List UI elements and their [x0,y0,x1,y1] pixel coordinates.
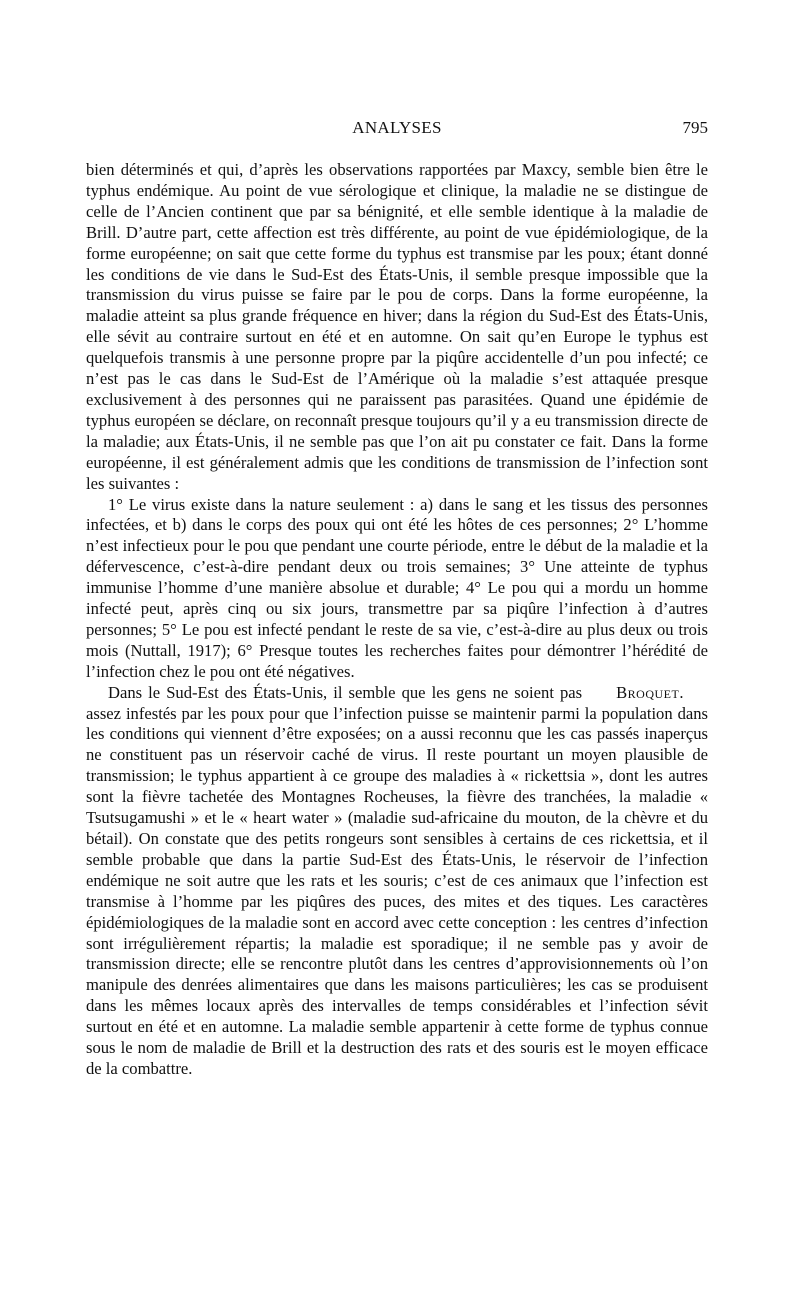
paragraph-southeast-us-text: Dans le Sud-Est des États-Unis, il semble que les gens ne soient pas assez infestés par les poux pour que l’infection puisse se maintenir parmi la population dans les conditions qui viennent d’être exposées; on a aussi reconnu que les cas passés inaperçus ne constituent pas un réservoir caché de virus. Il reste pourtant un moyen plausible de transmission; le typhus appartient à ce groupe des maladies à « rickettsia », dont les autres sont la fièvre tachetée des Montagnes Rocheuses, la fièvre des tranchées, la maladie « Tsutsugamushi » et le « heart water » (maladie sud-africaine du mouton, de la chèvre et du bétail). On constate que des petits rongeurs sont sensibles à certains de ces rickettsia, et il semble probable que dans la partie Sud-Est des États-Unis, le réservoir de l’infection endémique ne soit autre que les rats et les souris; c’est de ces animaux que l’infection est transmise à l’homme par les piqûres des puces, des mites et des tiques. Les caractères épidémiologiques de la maladie sont en accord avec cette conception : les centres d’infection sont irrégulièrement répartis; la maladie est sporadique; il ne semble pas y avoir de transmission directe; elle se rencontre plutôt dans les centres d’approvisionnements où l’on manipule des denrées alimentaires que dans les maisons particulières; les cas se produisent dans les mêmes locaux après des intervalles de temps considérables et l’infection sévit surtout en été et en automne. La maladie semble appartenir à cette forme de typhus connue sous le nom de maladie de Brill et la destruction des rats et des souris est le moyen efficace de la combattre. [86,682,708,1078]
header-title: ANALYSES [352,118,442,137]
paragraph-continuation: bien déterminés et qui, d’après les observations rapportées par Maxcy, semble bien être le typhus endémique. Au point de vue sérologique et clinique, la maladie ne se distingue de celle de l’Ancien continent que par sa bénignité, et elle semble identique à la maladie de Brill. D’autre part, cette affection est très différente, au point de vue épidémiologique, de la forme européenne; on sait que cette forme du typhus est transmise par les poux; étant donné les conditions de vie dans le Sud-Est des États-Unis, il semble presque impossible que la transmission du virus puisse se faire par le pou de corps. Dans la forme européenne, la maladie atteint sa plus grande fréquence en hiver; dans la région du Sud-Est des États-Unis, elle sévit au contraire surtout en été et en automne. On sait qu’en Europe le typhus est quelquefois transmis à une personne propre par la piqûre accidentelle d’un pou infecté; ce n’est pas le cas dans le Sud-Est de l’Amérique où la maladie s’est attaquée presque exclusivement à des personnes qui ne paraissent pas parasitées. Quand une épidémie de typhus européen se déclare, on reconnaît presque toujours qu’il y a eu transmission directe de la maladie; aux États-Unis, il ne semble pas que l’on ait pu constater ce fait. Dans la forme européenne, il est généralement admis que les conditions de transmission de l’infection sont les suivantes : [86,160,708,493]
page-number: 795 [682,118,708,137]
article-body [86,160,708,1080]
document-page [86,118,708,1080]
paragraph-southeast-us [86,683,708,1080]
running-header [86,118,708,146]
author-signature: Broquet. [616,682,684,702]
paragraph-transmission-conditions: 1° Le virus existe dans la nature seulement : a) dans le sang et les tissus des personnes infectées, et b) dans le corps des poux qui ont été les hôtes de ces personnes; 2° L’homme n’est infectieux pour le pou que pendant une courte période, entre le début de la maladie et la défervescence, c’est-à-dire pendant deux ou trois semaines; 3° Une atteinte de typhus immunise l’homme d’une manière absolue et durable; 4° Le pou qui a mordu un homme infecté peut, après cinq ou six jours, transmettre par sa piqûre l’infection à d’autres personnes; 5° Le pou est infecté pendant le reste de sa vie, c’est-à-dire au plus deux ou trois mois (Nuttall, 1917); 6° Presque toutes les recherches faites pour démontrer l’hérédité de l’infection chez le pou ont été négatives. [86,494,708,681]
